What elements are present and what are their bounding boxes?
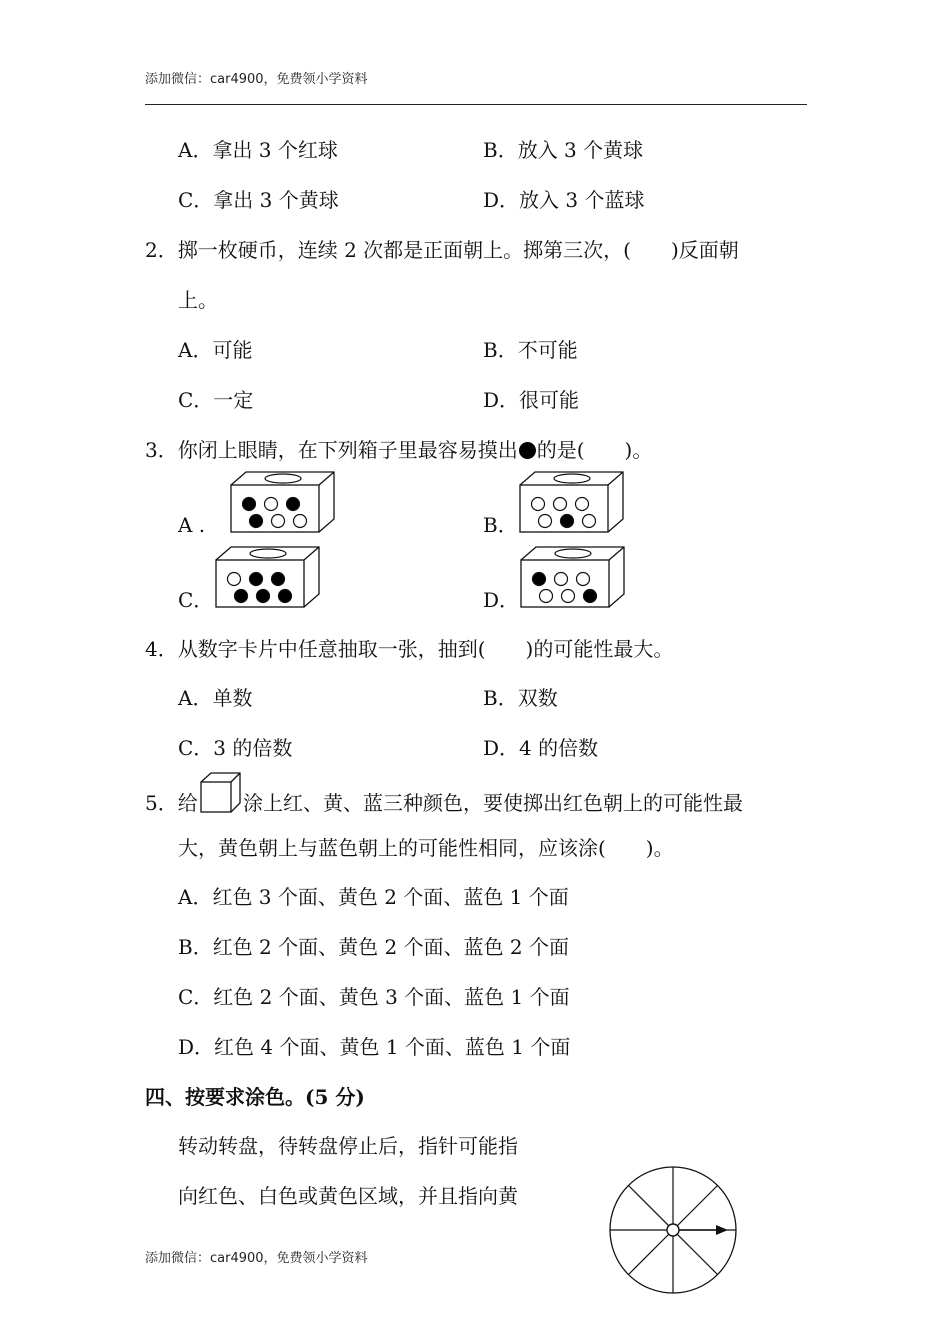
header-divider (145, 104, 807, 105)
white-ball-d-2-2 (562, 590, 575, 603)
ball-box-d (519, 546, 629, 610)
q3-label-c: C． (178, 588, 214, 612)
black-ball-icon (519, 442, 536, 459)
section-4-text-line2: 向红色、白色或黄色区域，并且指向黄 (178, 1184, 518, 1208)
q2-option-d: D．很可能 (483, 388, 580, 412)
white-ball-d-1-3 (577, 573, 590, 586)
q3-text (145, 438, 652, 462)
q2-text-line2: 上。 (178, 288, 218, 312)
white-ball-b-1-3 (576, 498, 589, 511)
black-ball-b-2-2 (561, 515, 574, 528)
q5-text-line2: 大，黄色朝上与蓝色朝上的可能性相同，应该涂( )。 (178, 836, 674, 860)
white-ball-d-2-1 (540, 590, 553, 603)
q3-text-after: 的是( )。 (536, 438, 653, 462)
black-ball-a-1-1 (243, 498, 256, 511)
black-ball-c-2-3 (279, 590, 292, 603)
q3-label-d: D． (483, 588, 520, 612)
section-4-text-line1: 转动转盘，待转盘停止后，指针可能指 (178, 1134, 518, 1158)
white-ball-b-2-3 (583, 515, 596, 528)
q1-option-a: A．拿出 3 个红球 (178, 138, 338, 162)
q1-option-b: B．放入 3 个黄球 (483, 138, 644, 162)
spinner-wheel (606, 1163, 742, 1299)
q3-label-b: B． (483, 513, 518, 537)
black-ball-a-2-1 (250, 515, 263, 528)
q5-option-a: A．红色 3 个面、黄色 2 个面、蓝色 1 个面 (178, 885, 569, 909)
q4-option-b: B．双数 (483, 686, 558, 710)
black-ball-d-2-3 (584, 590, 597, 603)
q2-text-line1: 2．掷一枚硬币，连续 2 次都是正面朝上。掷第三次，( )反面朝 (145, 238, 739, 262)
q3-text-before: 3．你闭上眼睛，在下列箱子里最容易摸出 (145, 438, 518, 462)
q5-option-d: D．红色 4 个面、黄色 1 个面、蓝色 1 个面 (178, 1035, 571, 1059)
page-footer: 添加微信：car4900，免费领小学资料 (145, 1251, 368, 1266)
black-ball-a-1-3 (287, 498, 300, 511)
white-ball-a-2-2 (272, 515, 285, 528)
q4-option-c: C．3 的倍数 (178, 736, 293, 760)
q1-option-d: D．放入 3 个蓝球 (483, 188, 645, 212)
black-ball-c-2-2 (257, 590, 270, 603)
q1-option-c: C．拿出 3 个黄球 (178, 188, 339, 212)
black-ball-d-1-1 (533, 573, 546, 586)
q5-option-c: C．红色 2 个面、黄色 3 个面、蓝色 1 个面 (178, 985, 570, 1009)
white-ball-b-1-1 (532, 498, 545, 511)
black-ball-c-1-3 (272, 573, 285, 586)
ball-box-b (518, 471, 628, 535)
white-ball-c-1-1 (228, 573, 241, 586)
black-ball-c-2-1 (235, 590, 248, 603)
q5-text-start: 5．给 (145, 791, 198, 815)
section-4-title: 四、按要求涂色。(5 分) (145, 1085, 365, 1109)
white-ball-a-2-3 (294, 515, 307, 528)
q2-option-a: A．可能 (178, 338, 253, 362)
q5-text-line1: 涂上红、黄、蓝三种颜色，要使掷出红色朝上的可能性最 (243, 791, 743, 815)
q4-text: 4．从数字卡片中任意抽取一张，抽到( )的可能性最大。 (145, 637, 674, 661)
cube-icon (199, 772, 243, 814)
white-ball-a-1-2 (265, 498, 278, 511)
q4-option-a: A．单数 (178, 686, 253, 710)
q4-option-d: D．4 的倍数 (483, 736, 599, 760)
q2-option-b: B．不可能 (483, 338, 578, 362)
white-ball-b-1-2 (554, 498, 567, 511)
black-ball-c-1-2 (250, 573, 263, 586)
q2-option-c: C．一定 (178, 388, 254, 412)
q3-label-a: A . (178, 513, 206, 537)
q5-option-b: B．红色 2 个面、黄色 2 个面、蓝色 2 个面 (178, 935, 570, 959)
white-ball-d-1-2 (555, 573, 568, 586)
ball-box-a (229, 471, 339, 535)
page-header: 添加微信：car4900，免费领小学资料 (145, 72, 368, 87)
white-ball-b-2-1 (539, 515, 552, 528)
spinner-center (667, 1224, 679, 1236)
ball-box-c (214, 546, 324, 610)
